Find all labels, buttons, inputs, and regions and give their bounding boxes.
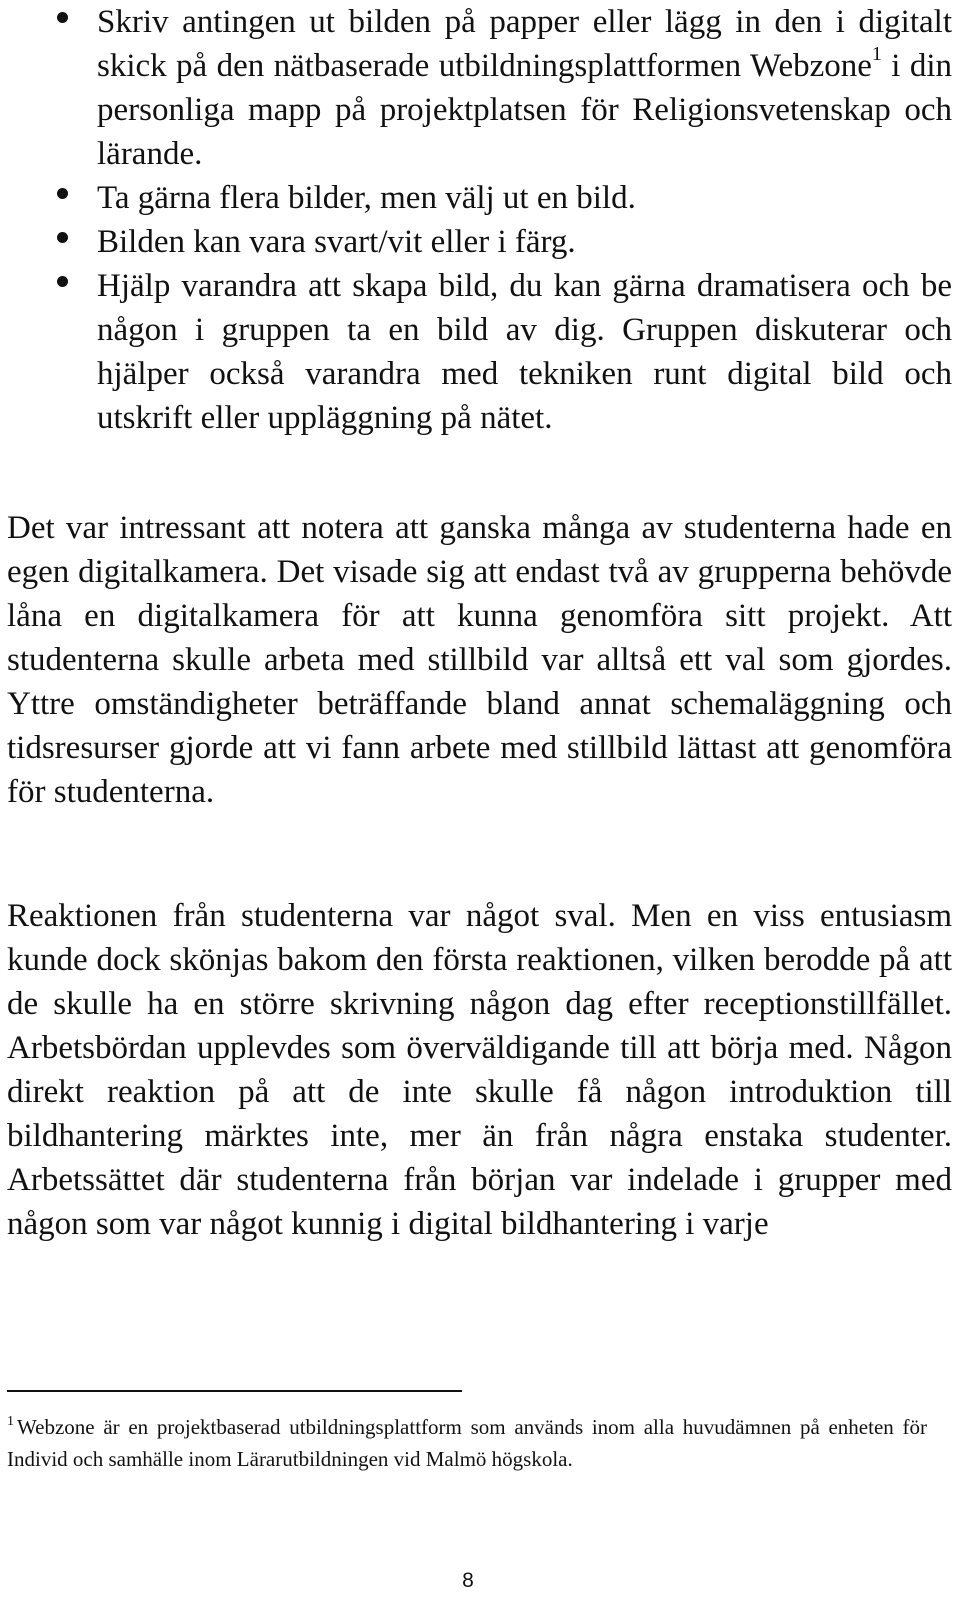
footnote-reference: 1	[871, 43, 882, 65]
footnote-separator	[7, 1390, 462, 1392]
bullet-dot-icon	[57, 188, 68, 199]
body-paragraph-2: Reaktionen från studenterna var något sval. Men en viss entusiasm kunde dock skönjas bakom den första reaktionen, vilken berodde på att de skulle ha en större skrivning någon dag efter receptionstillfället. Arbetsbördan upplevdes som överväldigande till att börja med. Någon direkt reaktion på att de inte skulle få någon introduktion till bildhantering märktes inte, mer än från några enstaka studenter. Arbetssättet där studenterna från början var indelade i grupper med någon som var något kunnig i digital bildhantering i varje	[7, 898, 952, 1242]
footnote-text: Webzone är en projektbaserad utbildningsplattform som används inom alla huvudämnen på enheten för Individ och samhälle inom Lärarutbildningen vid Malmö högskola.	[7, 1415, 927, 1471]
bullet-dot-icon	[57, 12, 68, 23]
bullet-4-text: Hjälp varandra att skapa bild, du kan gärna dramatisera och be någon i gruppen ta en bild av dig. Gruppen diskuterar och hjälper också varandra med tekniken runt digital bild och utskrift eller uppläggning på nätet.	[97, 268, 952, 436]
bullet-1-text-before: Skriv antingen ut bilden på papper eller lägg in den i digitalt skick på den nätbaserade utbildningsplattformen Webzone	[97, 4, 952, 84]
page-number: 8	[462, 1569, 474, 1592]
footnote	[7, 1413, 927, 1474]
bullet-3-text: Bilden kan vara svart/vit eller i färg.	[97, 224, 576, 260]
bullet-1-text-after: i din personliga mapp på projektplatsen för Religionsvetenskap och lärande.	[97, 48, 953, 172]
bullet-2-text: Ta gärna flera bilder, men välj ut en bild.	[97, 180, 636, 216]
bullet-dot-icon	[57, 276, 68, 287]
bullet-item-3	[0, 220, 960, 264]
bullet-item-4	[0, 264, 960, 440]
body-paragraph-1: Det var intressant att notera att ganska många av studenterna hade en egen digitalkamera. Det visade sig att endast två av grupperna behövde låna en digitalkamera för att kunna genomföra sitt projekt. Att studenterna skulle arbeta med stillbild var alltså ett val som gjordes. Yttre omständigheter beträffande bland annat schemaläggning och tidsresurser gjorde att vi fann arbete med stillbild lättast att genomföra för studenterna.	[7, 510, 952, 810]
bullet-item-2	[0, 176, 960, 220]
bullet-dot-icon	[57, 232, 68, 243]
instruction-bullet-list	[0, 0, 960, 440]
bullet-item-1	[0, 0, 960, 176]
footnote-marker: 1	[7, 1414, 14, 1429]
